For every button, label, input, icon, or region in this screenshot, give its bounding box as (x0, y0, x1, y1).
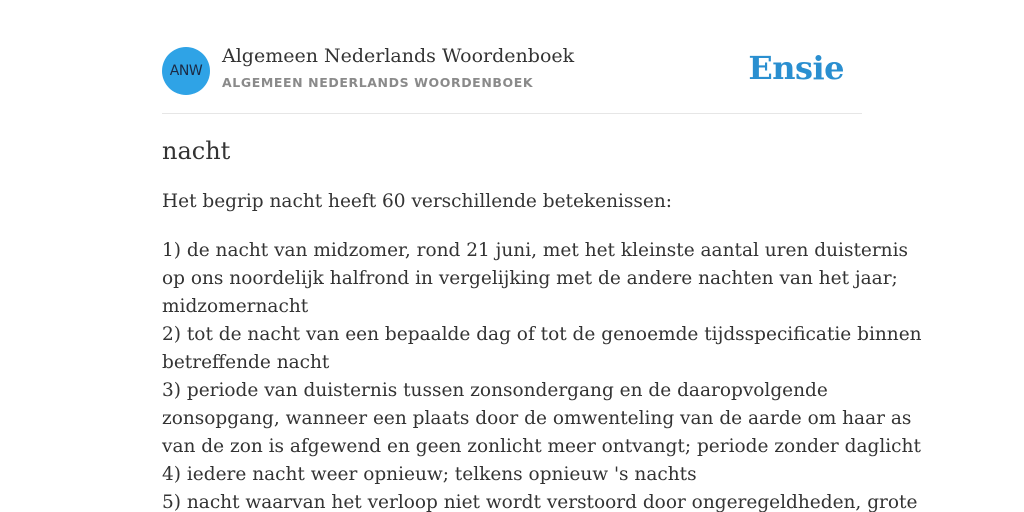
definition-item (162, 377, 921, 461)
definition-line: 5) nacht waarvan het verloop niet wordt verstoord door ongeregeldheden, grote (162, 492, 918, 512)
source-logo[interactable] (162, 47, 210, 95)
definitions-intro: Het begrip nacht heeft 60 verschillende betekenissen: (162, 191, 672, 212)
ensie-logo[interactable]: Ensie (748, 49, 844, 87)
definition-line: 3) periode van duisternis tussen zonsondergang en de daaropvolgende (162, 380, 828, 401)
page-title: nacht (162, 137, 231, 165)
definition-line: zonsopgang, wanneer een plaats door de omwenteling van de aarde om haar as (162, 408, 912, 429)
source-subtitle: ALGEMEEN NEDERLANDS WOORDENBOEK (222, 75, 534, 90)
definition-item (162, 237, 908, 321)
definition-line: midzomernacht (162, 296, 309, 317)
source-title[interactable]: Algemeen Nederlands Woordenboek (222, 45, 575, 67)
definition-line: betreffende nacht (162, 352, 330, 373)
definition-item (162, 461, 862, 489)
source-header (162, 0, 862, 114)
definition-item (162, 489, 918, 512)
source-logo-text: ANW (169, 63, 203, 79)
definition-line: van de zon is afgewend en geen zonlicht meer ontvangt; periode zonder daglicht (162, 436, 921, 457)
definition-line: 2) tot de nacht van een bepaalde dag of tot de genoemde tijdsspecificatie binnen (162, 324, 922, 345)
definition-line: 1) de nacht van midzomer, rond 21 juni, met het kleinste aantal uren duisternis (162, 240, 908, 261)
definition-line: 4) iedere nacht weer opnieuw; telkens opnieuw 's nachts (162, 464, 697, 485)
definition-line: op ons noordelijk halfrond in vergelijking met de andere nachten van het jaar; (162, 268, 898, 289)
definitions-list (162, 237, 922, 512)
content-container (162, 0, 922, 512)
definition-item (162, 321, 922, 377)
